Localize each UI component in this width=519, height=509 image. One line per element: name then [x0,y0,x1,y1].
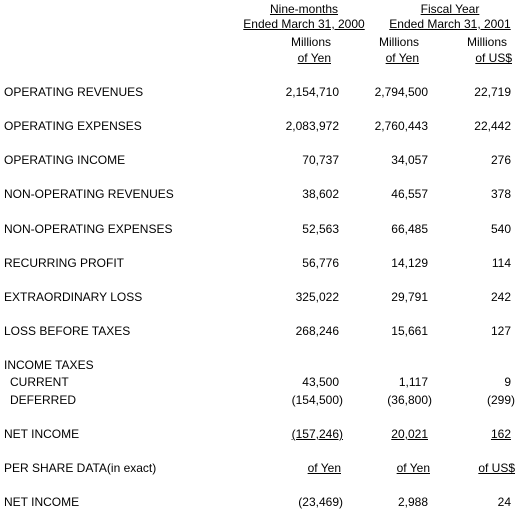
row-value-col1: 70,737 [302,153,339,167]
row-value-col3: 22,719 [474,85,511,99]
row-value-col2: 2,760,443 [374,119,428,133]
row-label-income-taxes: INCOME TAXES [4,358,94,372]
per-share-units-col3: of US$ [478,461,515,475]
row-label-operating-income: OPERATING INCOME [4,153,126,167]
row-value-col2: 20,021 [391,427,428,441]
col2-period-title: Fiscal Year [420,2,480,16]
row-value-col2: 1,117 [398,375,428,389]
row-value-col3: 276 [490,153,511,167]
row-value-col1: (154,500) [291,393,343,407]
row-value-col2: 46,557 [391,187,428,201]
row-label-loss-before-taxes: LOSS BEFORE TAXES [4,324,131,338]
row-value-col1: 2,083,972 [285,119,339,133]
row-label-deferred: DEFERRED [10,393,77,407]
per-share-units-col2: of Yen [396,461,430,475]
row-value-col3: 9 [504,375,511,389]
col2-period-subtitle: Ended March 31, 2001 [389,17,511,31]
row-label-non-operating-revenues: NON-OPERATING REVENUES [4,187,174,201]
col1-units-line1: Millions [290,35,331,49]
col3-units-line2: of US$ [475,51,512,65]
row-value-col1: 43,500 [302,375,339,389]
row-label-current: CURRENT [10,375,69,389]
row-value-col2: 14,129 [391,256,428,270]
row-label-net-income-per-share: NET INCOME [4,495,80,509]
row-value-col1: (157,246) [291,427,343,441]
row-value-col3: 114 [491,256,511,270]
row-label-extraordinary-loss: EXTRAORDINARY LOSS [4,290,143,304]
row-value-col1: (23,469) [298,495,343,509]
col2-units-line2: of Yen [385,51,419,65]
row-value-col3: 127 [490,324,511,338]
row-value-col2: 34,057 [391,153,428,167]
row-value-col2: 66,485 [391,222,428,236]
row-value-col3: 22,442 [474,119,511,133]
row-value-col2: 29,791 [391,290,428,304]
row-value-col3: 162 [490,427,511,441]
row-label-operating-expenses: OPERATING EXPENSES [4,119,142,133]
row-value-col2: 2,794,500 [374,85,428,99]
per-share-units-col1: of Yen [307,461,341,475]
row-value-col1: 325,022 [295,290,339,304]
col1-period-title: Nine-months [269,2,339,16]
col3-units-line1: Millions [466,35,507,49]
row-value-col1: 268,246 [295,324,339,338]
row-value-col1: 52,563 [302,222,339,236]
col2-units-line1: Millions [378,35,419,49]
row-value-col3: 540 [490,222,511,236]
row-value-col1: 38,602 [302,187,339,201]
row-value-col2: 15,661 [391,324,428,338]
col1-units-line2: of Yen [297,51,331,65]
row-value-col1: 56,776 [302,256,339,270]
row-label-non-operating-expenses: NON-OPERATING EXPENSES [4,222,173,236]
row-label-recurring-profit: RECURRING PROFIT [4,256,124,270]
row-value-col2: 2,988 [397,495,428,509]
col1-period-subtitle: Ended March 31, 2000 [243,17,365,31]
row-label-per-share-data: PER SHARE DATA(in exact) [4,461,157,475]
row-value-col3: 378 [490,187,511,201]
row-label-operating-revenues: OPERATING REVENUES [4,85,144,99]
row-value-col1: 2,154,710 [285,85,339,99]
row-value-col3: (299) [486,393,515,407]
row-label-net-income: NET INCOME [4,427,80,441]
row-value-col3: 24 [497,495,511,509]
row-value-col3: 242 [490,290,511,304]
row-value-col2: (36,800) [387,393,432,407]
